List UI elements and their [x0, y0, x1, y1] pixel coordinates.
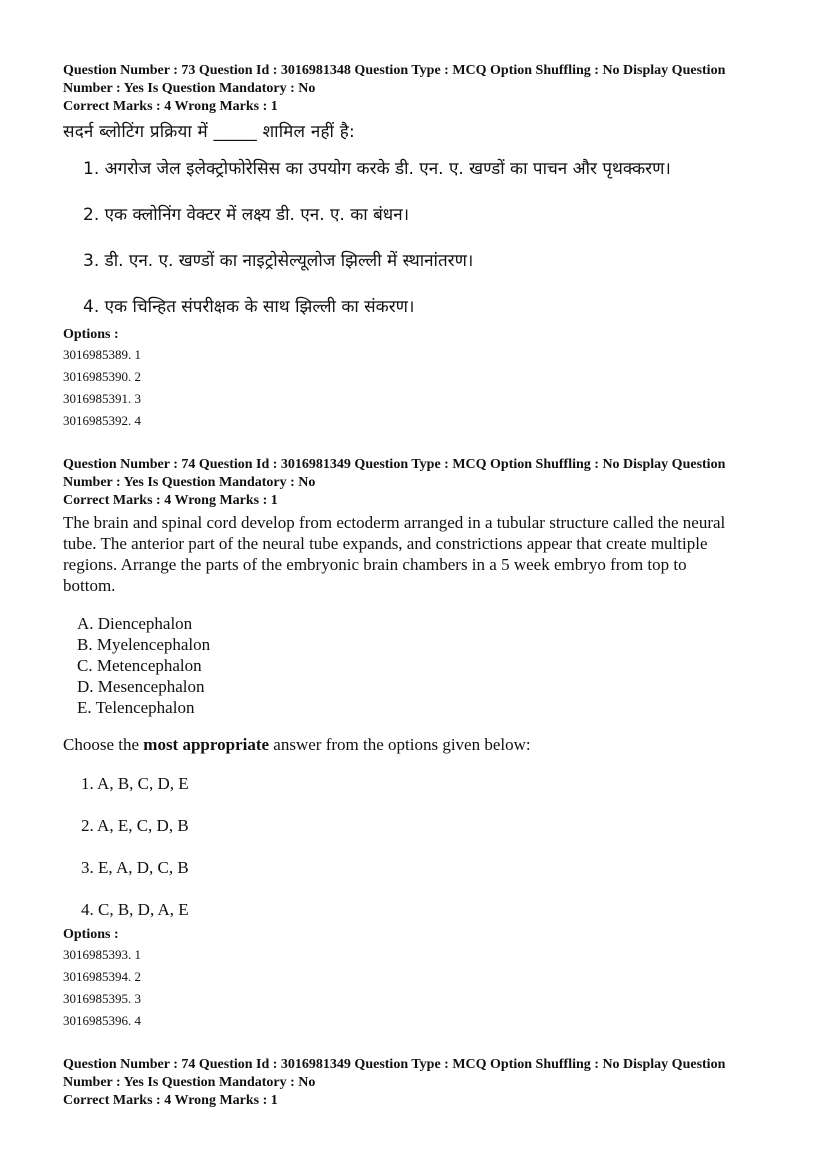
- part-a: A. Diencephalon: [77, 614, 193, 633]
- question-meta: [63, 62, 773, 116]
- marks-line: Correct Marks : 4 Wrong Marks : 1: [63, 493, 278, 508]
- instruction-post: answer from the options given below:: [269, 735, 531, 754]
- answer-3: 3. E, A, D, C, B: [81, 858, 189, 877]
- question-stem: [63, 512, 773, 596]
- part-c: C. Metencephalon: [77, 656, 202, 675]
- part-b: B. Myelencephalon: [77, 635, 211, 654]
- part-d: D. Mesencephalon: [77, 677, 205, 696]
- option-id-1: 3016985393. 1: [63, 947, 141, 962]
- part-e: E. Telencephalon: [77, 698, 195, 717]
- question-74-continued: [63, 1056, 773, 1110]
- marks-line: Correct Marks : 4 Wrong Marks : 1: [63, 1093, 278, 1108]
- stem-line: bottom.: [63, 576, 116, 595]
- question-74: [63, 456, 773, 1032]
- instruction-pre: Choose the: [63, 735, 144, 754]
- answer-1: 1. A, B, C, D, E: [81, 774, 189, 793]
- option-id-2: 3016985390. 2: [63, 369, 141, 384]
- stem-line: The brain and spinal cord develop from ectoderm arranged in a tubular structure called the neural: [63, 513, 726, 532]
- choice-1: 1. अगरोज जेल इलेक्ट्रोफोरेसिस का उपयोग करके डी. एन. ए. खण्डों का पाचन और पृथक्करण।: [83, 159, 671, 179]
- answer-4: 4. C, B, D, A, E: [81, 900, 189, 919]
- choice-4: 4. एक चिन्हित संपरीक्षक के साथ झिल्ली का संकरण।: [83, 297, 415, 317]
- option-id-3: 3016985395. 3: [63, 991, 141, 1006]
- meta-line-1: Question Number : 74 Question Id : 3016981349 Question Type : MCQ Option Shuffling : No Display Question: [63, 457, 726, 472]
- choice-3: 3. डी. एन. ए. खण्डों का नाइट्रोसेल्यूलोज झिल्ली में स्थानांतरण।: [83, 251, 474, 271]
- option-id-4: 3016985392. 4: [63, 413, 141, 428]
- option-id-1: 3016985389. 1: [63, 347, 141, 362]
- answer-2: 2. A, E, C, D, B: [81, 816, 189, 835]
- options-label: Options :: [63, 927, 119, 942]
- question-stem: सदर्न ब्लोटिंग प्रक्रिया में _____ शामिल नहीं है:: [63, 122, 355, 142]
- stem-line: tube. The anterior part of the neural tube expands, and constrictions appear that create multiple: [63, 534, 708, 553]
- document-page: [63, 62, 773, 1110]
- choice-2: 2. एक क्लोनिंग वेक्टर में लक्ष्य डी. एन. ए. का बंधन।: [83, 205, 410, 225]
- stem-line: regions. Arrange the parts of the embryonic brain chambers in a 5 week embryo from top to: [63, 555, 687, 574]
- answer-list: [63, 772, 773, 924]
- meta-line-2: Number : Yes Is Question Mandatory : No: [63, 81, 316, 96]
- question-73: [63, 62, 773, 432]
- instruction-bold: most appropriate: [143, 735, 270, 754]
- marks-line: Correct Marks : 4 Wrong Marks : 1: [63, 99, 278, 114]
- meta-line-1: Question Number : 74 Question Id : 3016981349 Question Type : MCQ Option Shuffling : No Display Question: [63, 1057, 726, 1072]
- instruction-line: [63, 734, 773, 755]
- option-id-3: 3016985391. 3: [63, 391, 141, 406]
- meta-line-2: Number : Yes Is Question Mandatory : No: [63, 1075, 316, 1090]
- options-label: Options :: [63, 327, 119, 342]
- meta-line-2: Number : Yes Is Question Mandatory : No: [63, 475, 316, 490]
- meta-line-1: Question Number : 73 Question Id : 3016981348 Question Type : MCQ Option Shuffling : No Display Question: [63, 63, 726, 78]
- question-meta: [63, 456, 773, 510]
- option-id-2: 3016985394. 2: [63, 969, 141, 984]
- option-id-4: 3016985396. 4: [63, 1013, 141, 1028]
- brain-parts-list: [63, 613, 773, 718]
- question-meta: [63, 1056, 773, 1110]
